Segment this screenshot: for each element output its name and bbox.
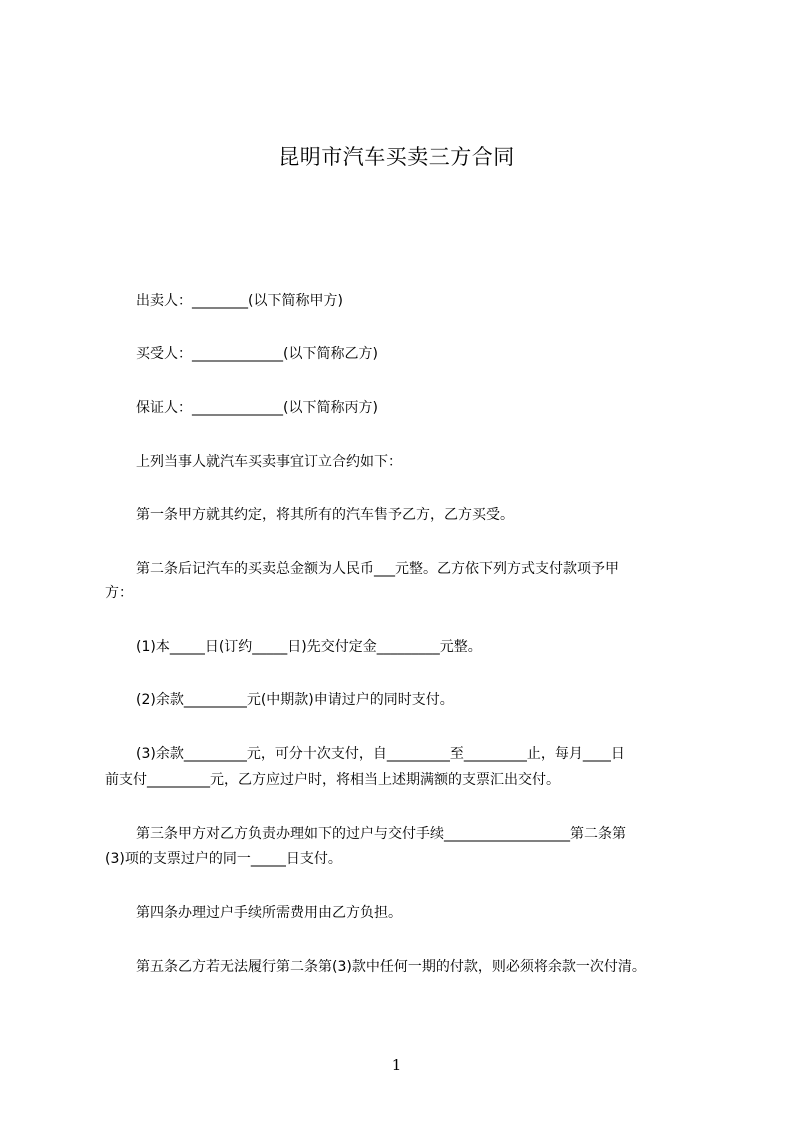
payment-item-3-line-1: (3)余款_________元，可分十次支付，自_________至_________止，每月____日 [136,746,625,762]
payment-item-3-line-2: 前支付_________元，乙方应过户时，将相当上述期满额的支票汇出交付。 [105,772,560,788]
article-2-line-2: 方： [105,585,133,601]
article-1-line: 第一条甲方就其约定，将其所有的汽车售予乙方，乙方买受。 [136,507,514,523]
article-4-line: 第四条办理过户手续所需费用由乙方负担。 [136,905,402,921]
guarantor-line: 保证人：_____________(以下简称丙方) [136,400,378,416]
payment-item-1: (1)本_____日(订约_____日)先交付定金_________元整。 [136,639,482,655]
payment-item-2: (2)余款_________元(中期款)申请过户的同时支付。 [136,692,454,708]
seller-line: 出卖人：________(以下简称甲方) [136,293,343,309]
article-2-line-1: 第二条后记汽车的买卖总金额为人民币___元整。乙方依下列方式支付款项予甲 [136,561,619,577]
preamble-line: 上列当事人就汽车买卖事宜订立合约如下： [136,454,402,470]
article-3-line-2: (3)项的支票过户的同一_____日支付。 [105,851,342,867]
article-5-line: 第五条乙方若无法履行第二条第(3)款中任何一期的付款，则必须将余款一次付清。 [136,959,646,975]
article-3-line-1: 第三条甲方对乙方负责办理如下的过户与交付手续__________________第二条第 [136,826,626,842]
page-number: 1 [391,1056,402,1074]
buyer-line: 买受人：_____________(以下简称乙方) [136,346,378,362]
document-title: 昆明市汽车买卖三方合同 [278,145,515,169]
